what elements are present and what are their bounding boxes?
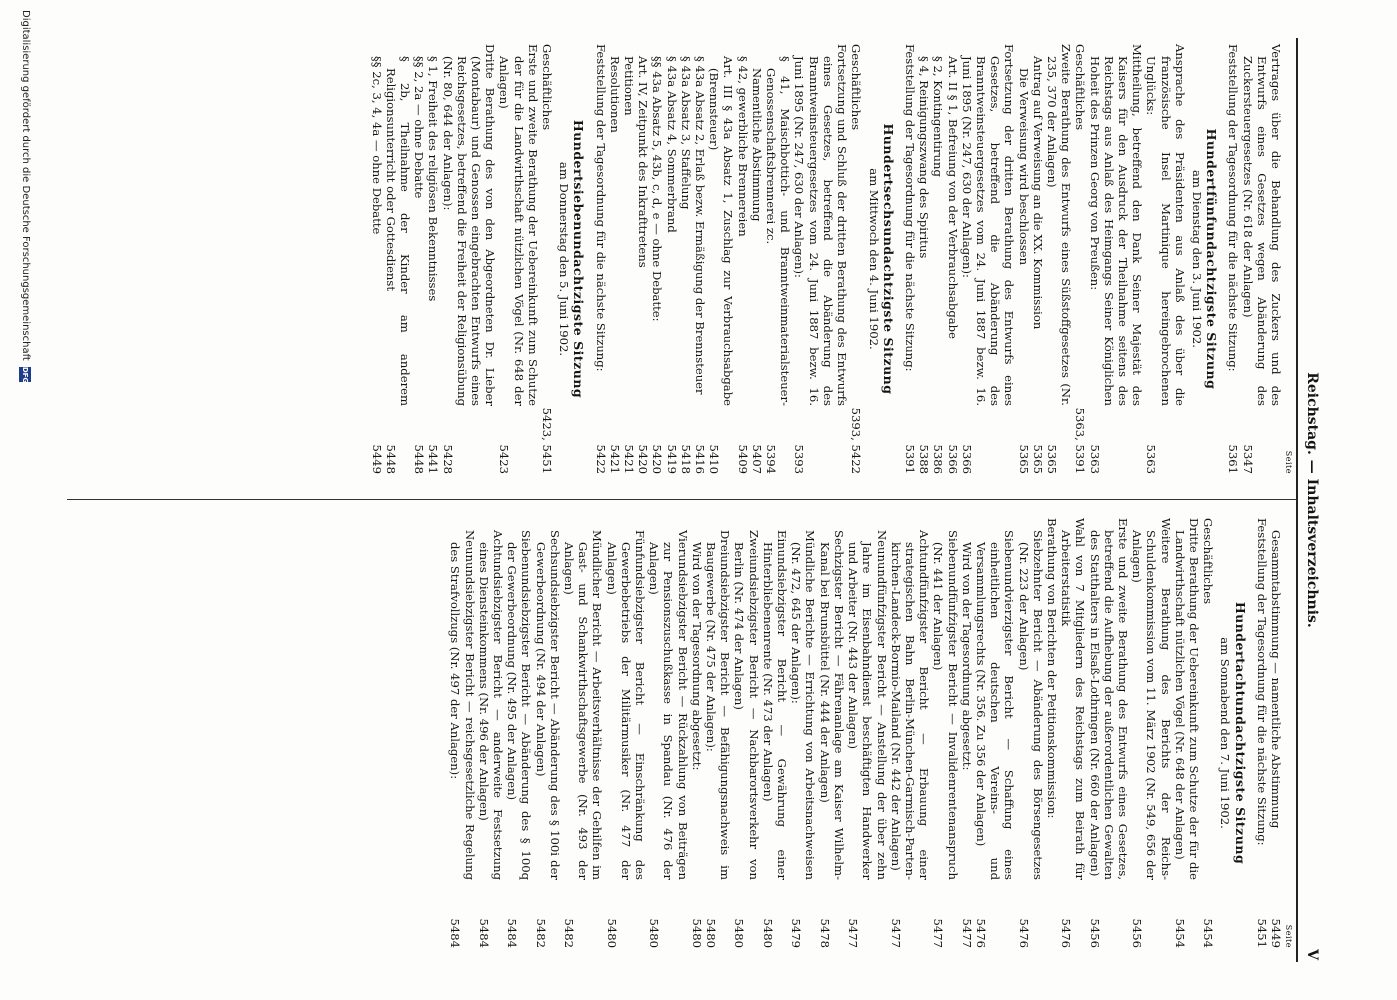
toc-entry-page: 5347 [1240, 444, 1255, 474]
toc-entry [1031, 44, 1045, 474]
toc-entry-page: 5361 [1226, 444, 1241, 474]
toc-entry [792, 44, 849, 474]
toc-entry-text: Neunundfünfzigster Bericht — Anstellung der über zehn Jahre im Eisenbahndienst beschäftigten Handwerker und Arbeiter (Nr. 443 der Anlagen) [846, 530, 889, 880]
toc-entry-page: 5407 [749, 444, 764, 474]
toc-entry-text: Zweite Berathung des Entwurfs eines Süßstoffgesetzes (Nr. 235, 370 der Anlagen) [1044, 44, 1074, 406]
toc-entry [622, 44, 636, 474]
column-divider [67, 499, 1297, 500]
toc-entry [664, 44, 678, 474]
toc-entry [369, 44, 383, 474]
toc-entry-text: §§ 43a Absatz 5, 43b, c, d, e — ohne Debatte: [650, 56, 665, 322]
toc-entry-text: Geschäftliches [1201, 518, 1216, 605]
toc-entry-page: 5393, 5422 [849, 407, 864, 474]
toc-entry-text: Einundsiebzigster Bericht — Gewährung einer Hinterbliebenenrente (Nr. 473 der Anlagen) [760, 530, 790, 880]
toc-entry-page: 5365 [1030, 444, 1045, 474]
toc-entry-page: 5478 [817, 918, 832, 948]
toc-entry-text: § 2, Kontingentirung [931, 56, 946, 177]
toc-entry [750, 44, 764, 474]
toc-entry-page: 5449 [1269, 918, 1283, 948]
toc-entry-text: Erste und zweite Berathung des Entwurfs eines Gesetzes, betreffend die Aufhebung der außerordentlichen Gewalten des Statthalters in Elsaß-Lothringen (Nr. 660 der Anlagen) [1087, 518, 1130, 880]
toc-entry-text: § 2b, Theilnahme der Kinder am anderem Religionsunterricht oder Gottesdienst [383, 56, 413, 406]
toc-entry [903, 44, 917, 474]
session-title: Hundertsechsundachtzigste Sitzung [880, 123, 896, 395]
toc-entry-text: Fortsetzung und Schluß der dritten Berathung des Entwurfs eines Gesetzes, betreffend die Abänderung des Branntweinsteuergesetzes vom 24. Juni 1887 bezw. 16. Juni 1895 (Nr. 247, 630 der Anlagen): [792, 44, 850, 406]
toc-entry-page: 5477 [931, 918, 946, 948]
toc-entry [704, 518, 732, 948]
toc-entry [789, 518, 817, 948]
toc-entry [608, 44, 622, 474]
digitization-credit [16, 0, 34, 1000]
toc-entry [960, 518, 974, 948]
toc-entry-page: 5388 [917, 444, 932, 474]
toc-entry-page: 5423, 5451 [540, 407, 555, 474]
toc-entry [384, 44, 412, 474]
toc-entry-page: 5448 [383, 444, 398, 474]
toc-entry [818, 518, 846, 948]
toc-entry-page: 5480 [732, 918, 747, 948]
toc-entry-page: 5484 [505, 918, 520, 948]
toc-entry-text: Siebenundfünfzigster Bericht — Invalidenrentenanspruch (Nr. 441 der Anlagen) [931, 530, 960, 880]
toc-entry [593, 44, 607, 474]
running-header [1297, 38, 1319, 962]
toc-entry-text: Wird von der Tagesordnung abgesetzt: [959, 542, 974, 771]
toc-entry-page: 5480 [604, 918, 619, 948]
toc-entry [889, 518, 932, 948]
toc-entry [1201, 518, 1215, 948]
toc-entry-text: Feststellung der Tagesordnung für die nächste Sitzung: [593, 44, 608, 372]
toc-entry-page: 5423 [497, 444, 512, 474]
toc-entry-text: § 1, Freiheit des religiösen Bekenntnisses [426, 56, 441, 302]
toc-entry-page: 5363, 5391 [1073, 407, 1088, 474]
toc-entry-page: 5410 [707, 444, 722, 474]
toc-entry [1045, 44, 1073, 474]
toc-entry [1073, 44, 1087, 474]
toc-entry-page: 5476 [973, 918, 988, 948]
toc-entry [707, 44, 735, 474]
toc-entry [1059, 518, 1087, 948]
toc-entry [693, 44, 707, 474]
toc-entry-page: 5441 [426, 444, 441, 474]
toc-entry [1087, 44, 1144, 474]
toc-entry-page: 5484 [448, 918, 463, 948]
toc-entry-text: Fortsetzung der dritten Berathung des Entwurfs eines Gesetzes, betreffend die Abänderung des Branntweinsteuergesetzes vom 24. Juni 1887 bezw. 16. Juni 1895 (Nr. 247, 630 der Anlagen): [959, 44, 1017, 406]
toc-entry-text: Geschäftliches [1073, 44, 1088, 131]
toc-entry-page: 5366 [945, 444, 960, 474]
toc-entry-text: Feststellung der Tagesordnung für die nächste Sitzung: [1254, 518, 1269, 846]
toc-entry-text: Achtundsiebzigster Bericht — anderweite Festsetzung eines Diensteinkommens (Nr. 496 der Anlagen) [476, 530, 506, 880]
toc-entry-text: Erste und zweite Berathung der Uebereinkunft zum Schutze der für die Landwirthschaft nützlichen Vögel (Nr. 648 der Anlagen) [497, 44, 540, 406]
toc-entry [679, 44, 693, 474]
toc-entry-page: 5451 [1254, 918, 1269, 948]
right-column [448, 518, 1293, 948]
toc-entry-text: Die Verweisung wird beschlossen [1016, 68, 1031, 266]
toc-entry [1016, 518, 1044, 948]
toc-entry-text: Gesammtabstimmung — namentliche Abstimmung [1269, 530, 1283, 829]
session-date: am Donnerstag den 5. Juni 1902. [557, 161, 572, 357]
toc-entry [1240, 44, 1283, 474]
toc-entry-page: 5480 [689, 918, 704, 948]
toc-entry-text: Mündliche Berichte — Errichtung von Arbeitsnachweisen (Nr. 472, 645 der Anlagen): [789, 530, 818, 880]
toc-entry-text: Wird von der Tagesordnung abgesetzt: [689, 542, 704, 771]
dfg-logo-icon: DFG [21, 366, 29, 384]
toc-entry-page: 5477 [846, 918, 861, 948]
seite-label: Seite [1284, 924, 1293, 948]
toc-entry [426, 44, 440, 474]
toc-entry-text: Siebenundvierzigster Bericht — Schaffung eines einheitlichen deutschen Vereins- und Versammlungsrechts (Nr. 356. Zu 356 der Anlagen) [973, 530, 1017, 880]
header-rule [1296, 38, 1298, 962]
toc-entry-page: 5456 [1087, 918, 1102, 948]
toc-entry-text: Sechsundsiebzigster Bericht — Abänderung des § 100i der Gewerbeordnung (Nr. 494 der Anlagen) [533, 530, 562, 880]
toc-entry [1130, 518, 1173, 948]
toc-entry-page: 5363 [1144, 444, 1159, 474]
session-date: am Dienstag den 3. Juni 1902. [1189, 170, 1204, 348]
toc-entry-text: Achtundfünfzigster Bericht — Erbauung einer strategischen Bahn Berlin-München-Garmisch-Parten-kirchen-Landeck-Bormio-Mailand (Nr. 442 der Anlagen) [888, 530, 932, 880]
toc-entry-page: 5421 [622, 444, 637, 474]
session-date: am Sonnabend den 7. Juni 1902. [1218, 637, 1233, 829]
toc-entry-page: 5422 [593, 444, 608, 474]
toc-entry-page: 5480 [647, 918, 662, 948]
toc-entry-page: 5482 [533, 918, 548, 948]
toc-entry-page: 5365 [1016, 444, 1031, 474]
toc-entry-page: 5409 [735, 444, 750, 474]
left-column [369, 44, 1293, 474]
toc-entry-text: Berathung von Berichten der Petitionskommission: [1044, 518, 1059, 819]
toc-entry-text: Resolutionen [607, 56, 622, 133]
toc-entry-page: 5416 [693, 444, 708, 474]
toc-entry-text: Siebzehnter Bericht — Abänderung des Börsengesetzes (Nr. 223 der Anlagen) [1016, 530, 1045, 880]
toc-entry [1226, 44, 1240, 474]
session-title: Hundertsiebenundachtzigste Sitzung [571, 119, 587, 399]
toc-entry-text: Vertrages über die Behandlung des Zuckers und des Entwurfs eines Gesetzes wegen Abänderung des Zuckersteuergesetzes (Nr. 618 der Anlagen) [1240, 44, 1283, 406]
toc-entry-page: 5476 [1016, 918, 1031, 948]
toc-entry-page: 5428 [440, 444, 455, 474]
session-date: am Mittwoch den 4. Juni 1902. [866, 168, 881, 350]
toc-entry-text: Wahl von 7 Mitgliedern des Reichstags zum Beirath für Arbeiterstatistik [1059, 518, 1088, 880]
toc-entry [945, 44, 959, 474]
toc-entry [960, 44, 1017, 474]
toc-entry-text: Feststellung der Tagesordnung für die nächste Sitzung: [902, 44, 917, 372]
running-header-title: Reichstag. — Inhaltsverzeichnis. [1304, 372, 1320, 628]
toc-entry [448, 518, 476, 948]
toc-entry [412, 44, 426, 474]
toc-entry [562, 518, 605, 948]
session-title: Hundertachtundachtzigste Sitzung [1232, 601, 1248, 865]
toc-entry-text: Antrag auf Verweisung an die XX. Kommission [1030, 56, 1045, 330]
toc-entry [477, 518, 505, 948]
toc-entry-page: 5394 [764, 444, 779, 474]
toc-entry-page: 5391 [902, 444, 917, 474]
toc-entry-text: § 42, gewerbliche Brennereien [735, 56, 750, 237]
toc-entry-text: Dritte Berathung der Uebereinkunft zum Schutze der für die Landwirthschaft nützlichen Vögel (Nr. 648 der Anlagen) [1172, 518, 1201, 880]
toc-entry-text: Dreiundsiebzigster Bericht — Befähigungsnachweis im Baugewerbe (Nr. 475 der Anlagen): [704, 530, 733, 880]
credit-text: Digitalisierung gefördert durch die Deutsche Forschungsgemeinschaft [20, 10, 32, 361]
toc-entry-text: Mündlicher Bericht — Arbeitsverhältnisse der Gehilfen im Gast- und Schankwirthschaftsgewerbe (Nr. 493 der Anlagen) [562, 530, 605, 880]
toc-entry-page: 5476 [1059, 918, 1074, 948]
toc-entry-text: Geschäftliches [849, 44, 864, 131]
toc-entry [1269, 518, 1283, 948]
toc-entry [533, 518, 561, 948]
toc-entry [604, 518, 647, 948]
toc-entry-text: § 41, Maischbottich- und Branntweinmaterialsteuer-Genossenschaftsbrennerei zc. [764, 56, 793, 406]
toc-entry-page: 5480 [760, 918, 775, 948]
toc-entry-text: Art. III § 43a Absatz 1, Zuschlag zur Verbrauchsabgabe (Brennsteuer) [707, 56, 736, 406]
toc-entry-text: Fünfundsiebzigster Bericht — Einschränkung des Gewerbebetriebs der Militärmusiker (Nr. 477 der Anlagen) [604, 530, 648, 880]
toc-entry [764, 44, 792, 474]
toc-entry-page: 5363 [1087, 444, 1102, 474]
toc-entry-page: 5482 [562, 918, 577, 948]
toc-entry-text: Weitere Berathung des Berichts der Reichs-Schuldenkommission vom 11. März 1902 (Nr. 549, 656 der Anlagen) [1130, 518, 1173, 880]
toc-entry [647, 518, 690, 948]
toc-entry [1173, 518, 1201, 948]
toc-entry [846, 518, 889, 948]
toc-entry-text: §§ 2c, 3, 4, 4a — ohne Debatte [369, 56, 384, 235]
toc-entry-text: Art. IV, Zeitpunkt des Inkrafttretens [636, 56, 651, 268]
toc-entry [974, 518, 1017, 948]
toc-entry-page: 5386 [931, 444, 946, 474]
toc-entry-text: Mittheilung, betreffend den Dank Seiner Majestät des Kaisers für den Ausdruck der Theilnahme seitens des Reichstags aus Anlaß des Heimgangs Seiner Königlichen Hoheit des Prinzen Georg von Preußen: [1087, 44, 1145, 406]
toc-entry [1045, 518, 1059, 948]
toc-entry-text: § 43a Absatz 4, Sommerbrand [664, 56, 679, 233]
toc-entry-text: Dritte Berathung des von den Abgeordneten Dr. Lieber (Montabaur) und Genossen eingebrachten Entwurfs eines Reichsgesetzes, betreffend die Freiheit der Religionsübung (Nr. 80, 644 der Anlagen): [440, 44, 498, 406]
toc-entry-text: Namentliche Abstimmung [749, 68, 764, 222]
toc-entry-text: Neunundsiebzigster Bericht — reichsgesetzliche Regelung des Strafvollzugs (Nr. 497 der Anlagen): [448, 530, 477, 880]
toc-entry-page: 5479 [789, 918, 804, 948]
toc-entry-text: Petitionen [622, 56, 637, 116]
toc-entry-page: 5418 [678, 444, 693, 474]
toc-entry-text: Zweiundsiebzigster Bericht — Nachbarortsverkehr von Berlin (Nr. 474 der Anlagen) [732, 530, 761, 880]
toc-entry [650, 44, 664, 474]
toc-entry-page: 5477 [888, 918, 903, 948]
toc-entry-text: Geschäftliches [540, 44, 555, 131]
toc-entry-text: Ansprache des Präsidenten aus Anlaß des über die französische Insel Martinique hereingebrochenen Unglücks: [1144, 44, 1187, 406]
toc-entry-page: 5420 [636, 444, 651, 474]
session-title: Hundertfünfundachtzigste Sitzung [1204, 128, 1220, 390]
toc-entry [1255, 518, 1269, 948]
toc-entry-text: §§ 2, 2a — ohne Debatte [412, 56, 427, 199]
toc-entry-text: Art. II § 1, Befreiung von der Verbrauchsabgabe [945, 56, 960, 339]
seite-label: Seite [1284, 450, 1293, 474]
toc-entry-text: Sechzigster Bericht — Fährenanlage am Kaiser Wilhelm-Kanal bei Brunsbüttel (Nr. 444 der Anlagen) [817, 530, 846, 880]
toc-entry-page: 5477 [959, 918, 974, 948]
toc-entry [540, 44, 554, 474]
toc-entry-page: 5448 [412, 444, 427, 474]
toc-entry [732, 518, 760, 948]
toc-entry [1087, 518, 1130, 948]
toc-entry-page: 5456 [1130, 918, 1145, 948]
toc-entry [636, 44, 650, 474]
toc-entry [917, 44, 931, 474]
toc-entry-page: 5421 [607, 444, 622, 474]
toc-entry-text: § 4, Reinigungszwang des Spiritus [917, 56, 932, 259]
toc-entry-page: 5484 [476, 918, 491, 948]
toc-entry [761, 518, 789, 948]
toc-entry-page: 5365 [1044, 444, 1059, 474]
toc-entry-text: Vierundsiebzigster Bericht — Rückzahlung von Beiträgen zur Pensionszuschußkasse in Spandau (Nr. 476 der Anlagen) [647, 530, 690, 880]
toc-entry-page: 5480 [704, 918, 719, 948]
toc-entry [505, 518, 533, 948]
toc-entry-text: § 43a Absatz 3, Staffelung [678, 56, 693, 210]
toc-entry-page: 5454 [1172, 918, 1187, 948]
toc-entry-text: Feststellung der Tagesordnung für die nächste Sitzung: [1226, 44, 1241, 372]
toc-entry [1144, 44, 1187, 474]
toc-entry-text: Siebenundsiebzigster Bericht — Abänderung des § 100q der Gewerbeordnung (Nr. 495 der Anlagen) [505, 530, 534, 880]
toc-entry [497, 44, 540, 474]
page-number: V [1304, 949, 1320, 960]
toc-entry [735, 44, 749, 474]
toc-entry [849, 44, 863, 474]
toc-entry [931, 518, 959, 948]
toc-entry-page: 5393 [792, 444, 807, 474]
toc-entry-page: 5419 [664, 444, 679, 474]
toc-entry-page: 5366 [959, 444, 974, 474]
toc-entry-page: 5420 [650, 444, 665, 474]
toc-entry [440, 44, 497, 474]
toc-entry [690, 518, 704, 948]
toc-entry-page: 5454 [1201, 918, 1216, 948]
toc-entry [931, 44, 945, 474]
toc-entry [1016, 44, 1030, 474]
toc-entry-page: 5449 [369, 444, 384, 474]
toc-entry-text: § 43a Absatz 2, Erlaß bezw. Ermäßigung der Brennsteuer [693, 56, 708, 395]
